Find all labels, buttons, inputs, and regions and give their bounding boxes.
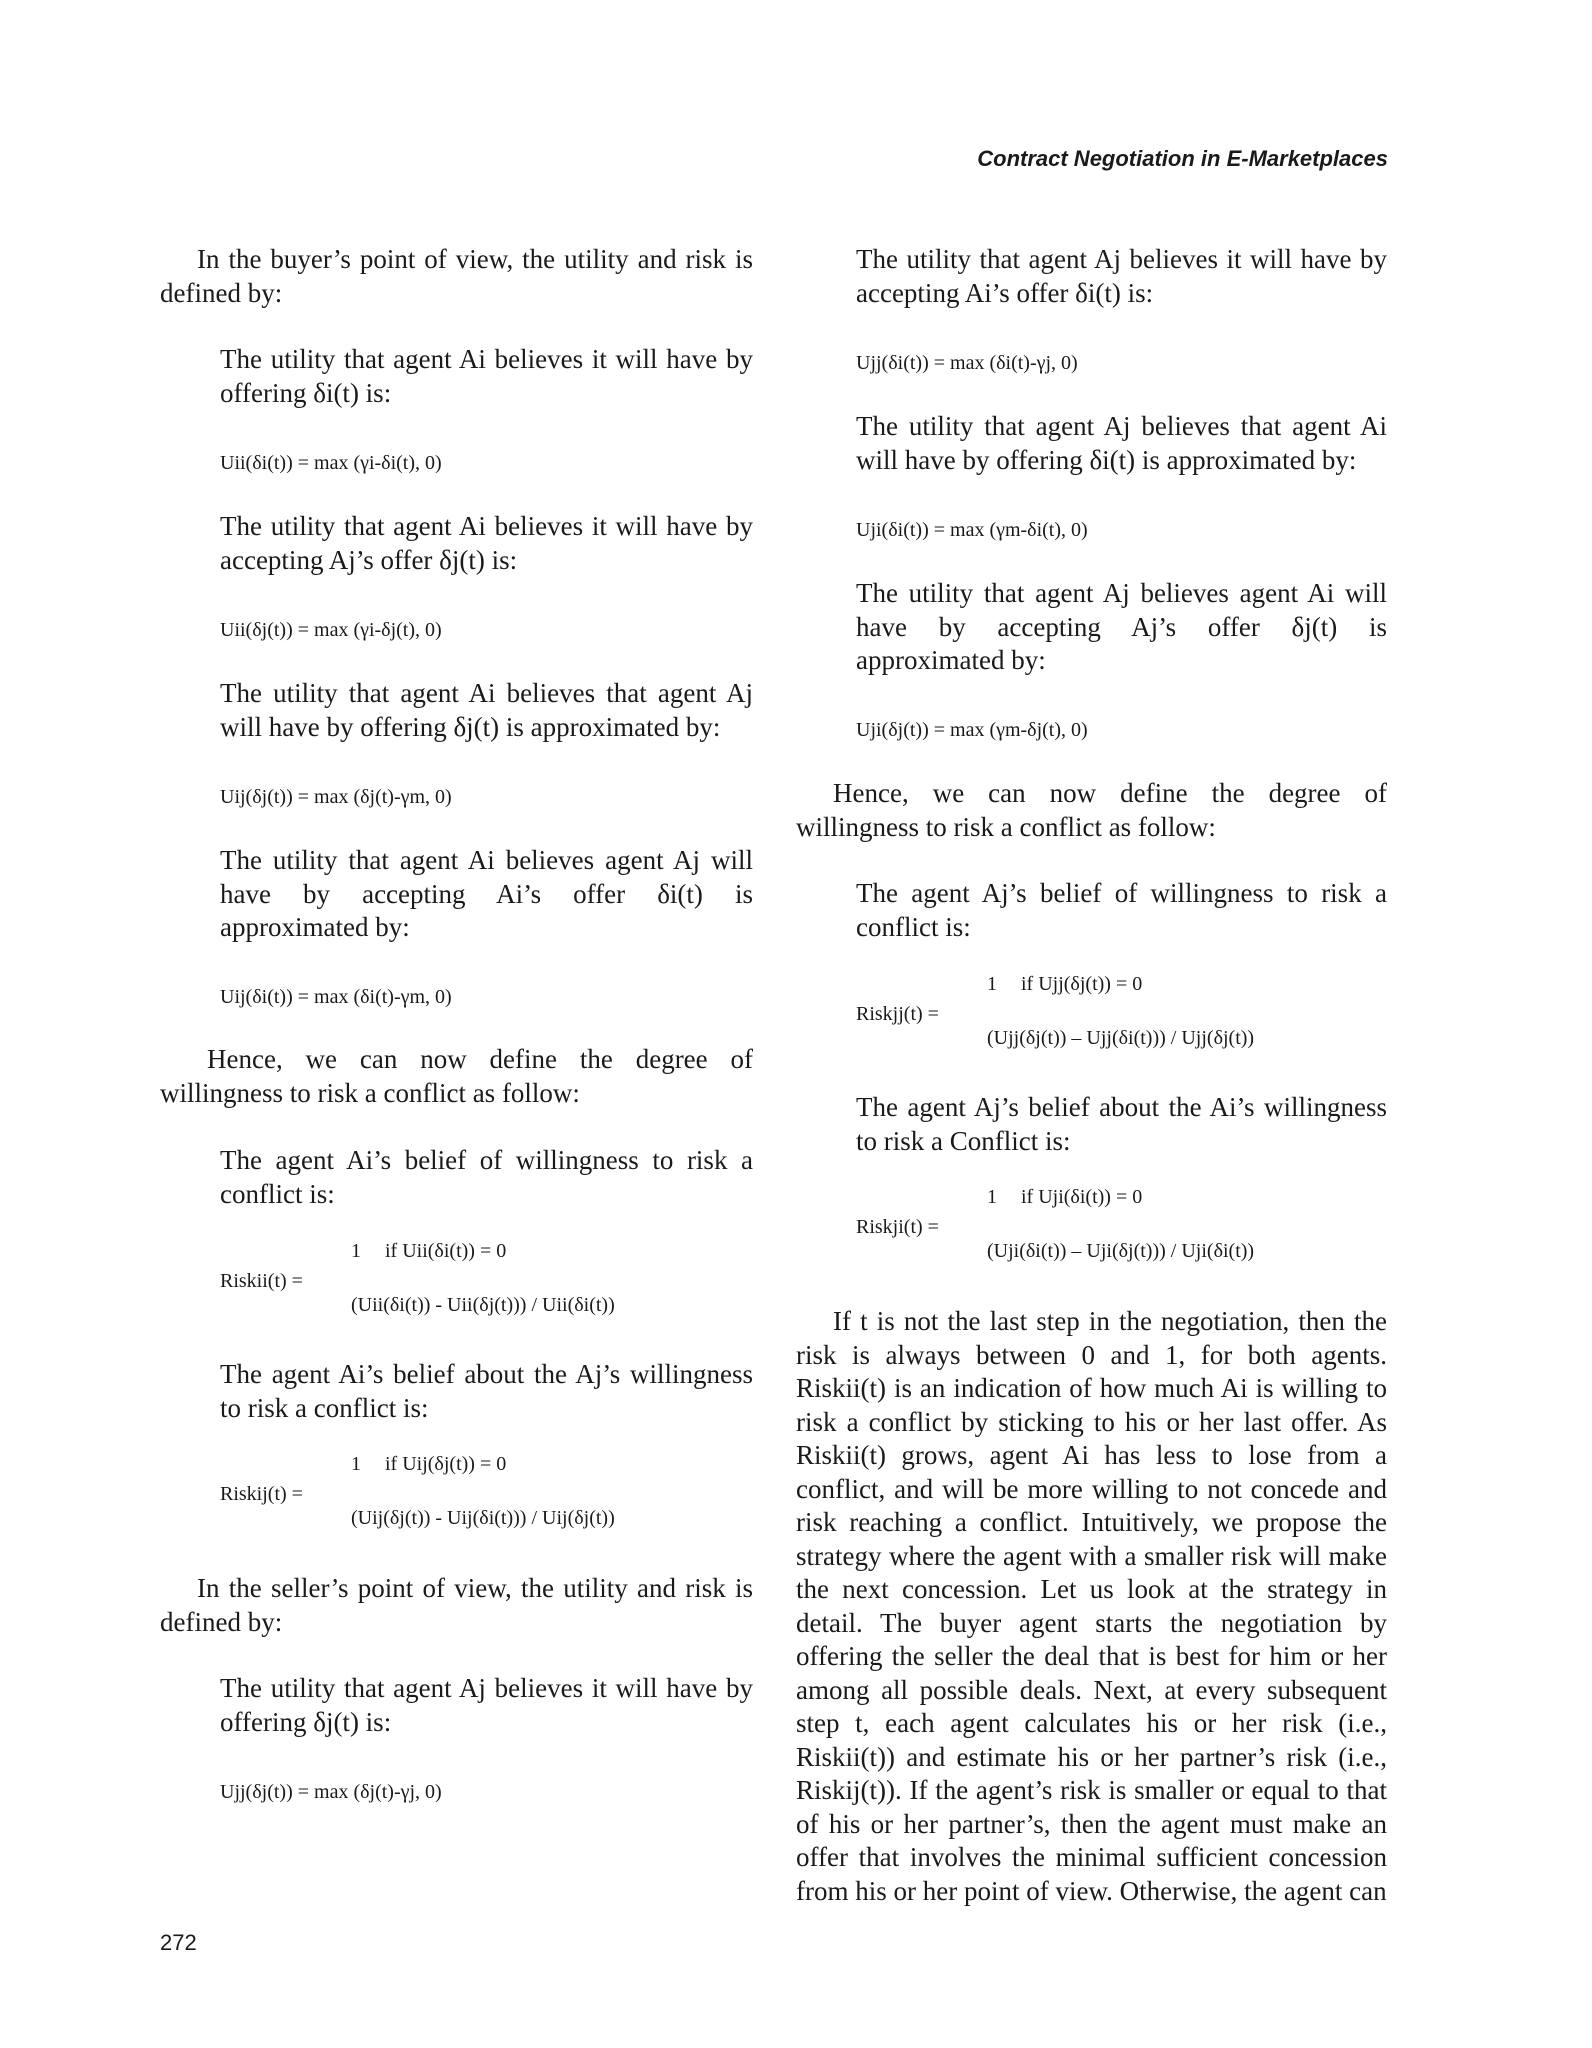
risk-statement: The agent Ai’s belief about the Aj’s willingness to risk a conflict is: bbox=[220, 1359, 753, 1423]
risk-formula-riskji bbox=[856, 1186, 1387, 1270]
equation: Uii(δj(t)) = max (γi-δj(t), 0) bbox=[220, 619, 442, 641]
paragraph-strategy: If t is not the last step in the negotiation, then the risk is always between 0 and 1, for both agents. Riskii(t) is an indication of how much Ai is willing to risk a conflict by sticking to his or her last offer. As Riskii(t) grows, agent Ai has less to lose from a conflict, and will be more willing to not concede and risk reaching a conflict. Intuitively, we propose the strategy where the agent with a smaller risk will make the next concession. Let us look at the strategy in detail. The buyer agent starts the negotiation by offering the seller the deal that is best for him or her among all possible deals. Next, at every subsequent step t, each agent calculates his or her risk (i.e., Riskii(t)) and estimate his or her partner’s risk (i.e., Riskij(t)). If the agent’s risk is smaller or equal to that of his or her partner’s, then the agent must make an offer that involves the minimal sufficient concession from his or her point of view. Otherwise, the agent can bbox=[796, 1306, 1387, 1906]
risk-case-expression: (Uii(δi(t)) - Uii(δj(t))) / Uii(δi(t)) bbox=[351, 1294, 615, 1316]
utility-statement: The utility that agent Aj believes it will have by offering δj(t) is: bbox=[220, 1673, 753, 1737]
page-number: 272 bbox=[160, 1930, 197, 1955]
risk-label: Riskii(t) = bbox=[220, 1270, 303, 1292]
utility-statement: The utility that agent Ai believes that agent Aj will have by offering δj(t) is approximated by: bbox=[220, 678, 753, 742]
risk-case-condition: if Uji(δi(t)) = 0 bbox=[1021, 1186, 1143, 1208]
utility-statement: The utility that agent Ai believes it will have by accepting Aj’s offer δj(t) is: bbox=[220, 511, 753, 575]
risk-statement: The agent Aj’s belief about the Ai’s willingness to risk a Conflict is: bbox=[856, 1092, 1387, 1156]
utility-statement: The utility that agent Aj believes agent Ai will have by accepting Aj’s offer δj(t) is approximated by: bbox=[856, 578, 1387, 675]
paragraph-hence: Hence, we can now define the degree of willingness to risk a conflict as follow: bbox=[160, 1044, 753, 1108]
risk-case-condition: if Uii(δi(t)) = 0 bbox=[385, 1240, 507, 1262]
utility-statement: The utility that agent Ai believes agent Aj will have by accepting Ai’s offer δi(t) is approximated by: bbox=[220, 845, 753, 942]
risk-label: Riskjj(t) = bbox=[856, 1003, 939, 1025]
risk-case-condition: if Uij(δj(t)) = 0 bbox=[385, 1453, 507, 1475]
risk-case-condition: if Ujj(δj(t)) = 0 bbox=[1021, 973, 1143, 995]
equation: Ujj(δi(t)) = max (δi(t)-γj, 0) bbox=[856, 352, 1078, 374]
risk-case-expression: (Ujj(δj(t)) – Ujj(δi(t))) / Ujj(δj(t)) bbox=[987, 1027, 1255, 1049]
paragraph-hence: Hence, we can now define the degree of willingness to risk a conflict as follow: bbox=[796, 778, 1387, 842]
risk-case-one: 1 bbox=[351, 1453, 361, 1475]
equation: Uij(δj(t)) = max (δj(t)-γm, 0) bbox=[220, 786, 452, 808]
risk-label: Riskij(t) = bbox=[220, 1483, 303, 1505]
risk-case-expression: (Uij(δj(t)) - Uij(δi(t))) / Uij(δj(t)) bbox=[351, 1507, 615, 1529]
running-header: Contract Negotiation in E-Marketplaces bbox=[977, 146, 1388, 171]
risk-statement: The agent Aj’s belief of willingness to risk a conflict is: bbox=[856, 878, 1387, 942]
risk-case-one: 1 bbox=[987, 1186, 997, 1208]
equation: Uii(δi(t)) = max (γi-δi(t), 0) bbox=[220, 452, 442, 474]
risk-formula-riskij bbox=[220, 1453, 753, 1537]
utility-statement: The utility that agent Ai believes it will have by offering δi(t) is: bbox=[220, 344, 753, 408]
utility-statement: The utility that agent Aj believes it will have by accepting Ai’s offer δi(t) is: bbox=[856, 244, 1387, 308]
equation: Uji(δj(t)) = max (γm-δj(t), 0) bbox=[856, 719, 1088, 741]
equation: Uji(δi(t)) = max (γm-δi(t), 0) bbox=[856, 519, 1088, 541]
risk-case-one: 1 bbox=[351, 1240, 361, 1262]
risk-case-expression: (Uji(δi(t)) – Uji(δj(t))) / Uji(δi(t)) bbox=[987, 1240, 1255, 1262]
risk-label: Riskji(t) = bbox=[856, 1216, 939, 1238]
risk-statement: The agent Ai’s belief of willingness to risk a conflict is: bbox=[220, 1145, 753, 1209]
risk-formula-riskjj bbox=[856, 973, 1387, 1057]
equation: Uij(δi(t)) = max (δi(t)-γm, 0) bbox=[220, 986, 452, 1008]
risk-formula-riskii bbox=[220, 1240, 753, 1324]
risk-case-one: 1 bbox=[987, 973, 997, 995]
equation: Ujj(δj(t)) = max (δj(t)-γj, 0) bbox=[220, 1781, 442, 1803]
paragraph-buyer-intro: In the buyer’s point of view, the utility and risk is defined by: bbox=[160, 244, 753, 308]
utility-statement: The utility that agent Aj believes that agent Ai will have by offering δi(t) is approximated by: bbox=[856, 411, 1387, 475]
paragraph-seller-intro: In the seller’s point of view, the utility and risk is defined by: bbox=[160, 1573, 753, 1637]
